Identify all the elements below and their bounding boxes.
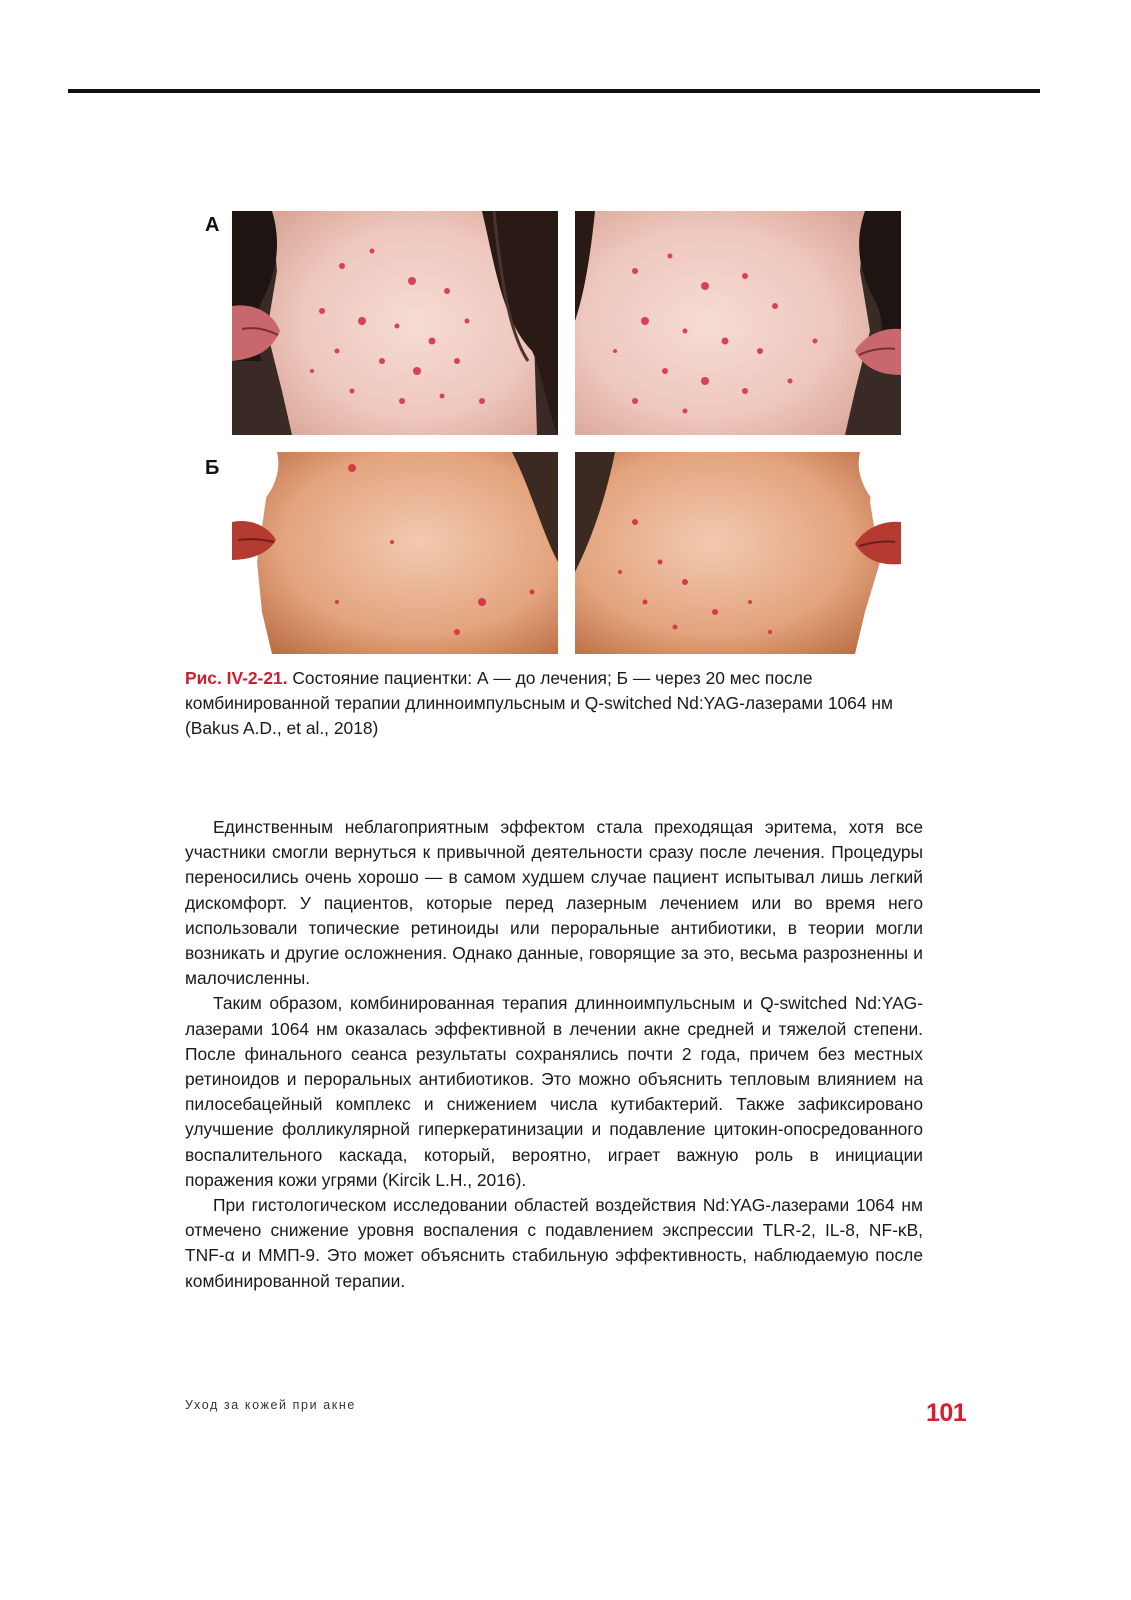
- paragraph: При гистологическом исследовании областей воздействия Nd:YAG-лазерами 1064 нм отмечено снижение уровня воспаления с подавлением экспрессии TLR-2, IL-8, NF-κB, TNF-α и ММП-9. Это может объяснить стабильную эффективность, наблюдаемую после комбинированной терапии.: [185, 1195, 923, 1291]
- body-text: [185, 815, 923, 1294]
- photo-after-right: [575, 452, 901, 654]
- figure-caption-text: Состояние пациентки: А — до лечения; Б — через 20 мес после комбинированной терапии длинноимпульсным и Q-switched Nd:YAG-лазерами 1064 нм (Bakus A.D., et al., 2018): [185, 668, 893, 738]
- header-rule: [68, 89, 1040, 93]
- photo-before-right: [575, 211, 901, 435]
- paragraph: Единственным неблагоприятным эффектом стала преходящая эритема, хотя все участники смогли вернуться к привычной деятельности сразу после лечения. Процедуры переносились очень хорошо — в самом худшем случае пациент испытывал лишь легкий дискомфорт. У пациентов, которые перед лазерным лечением или во время него использовали топические ретиноиды или пероральные антибиотики, в теории могли возникать и другие осложнения. Однако данные, говорящие за это, весьма разрозненны и малочисленны.: [185, 817, 923, 989]
- figure-number: Рис. IV-2-21.: [185, 668, 288, 688]
- photo-after-left: [232, 452, 558, 654]
- figure-caption: [185, 666, 945, 741]
- paragraph: Таким образом, комбинированная терапия длинноимпульсным и Q-switched Nd:YAG-лазерами 1064 нм оказалась эффективной в лечении акне средней и тяжелой степени. После финального сеанса результаты сохранялись почти 2 года, причем без местных ретиноидов и пероральных антибиотиков. Это можно объяснить тепловым влиянием на пилосебацейный комплекс и снижением числа кутибактерий. Также зафиксировано улучшение фолликулярной гиперкератинизации и подавление цитокин-опосредованного воспалительного каскада, который, вероятно, играет важную роль в инициации поражения кожи угрями (Kircik L.H., 2016).: [185, 993, 923, 1190]
- photo-before-left: [232, 211, 558, 435]
- figure-panel-label-a: А: [205, 214, 220, 236]
- running-title: Уход за кожей при акне: [185, 1398, 356, 1412]
- page-number: 101: [926, 1399, 967, 1427]
- figure-panel-label-b: Б: [205, 457, 220, 479]
